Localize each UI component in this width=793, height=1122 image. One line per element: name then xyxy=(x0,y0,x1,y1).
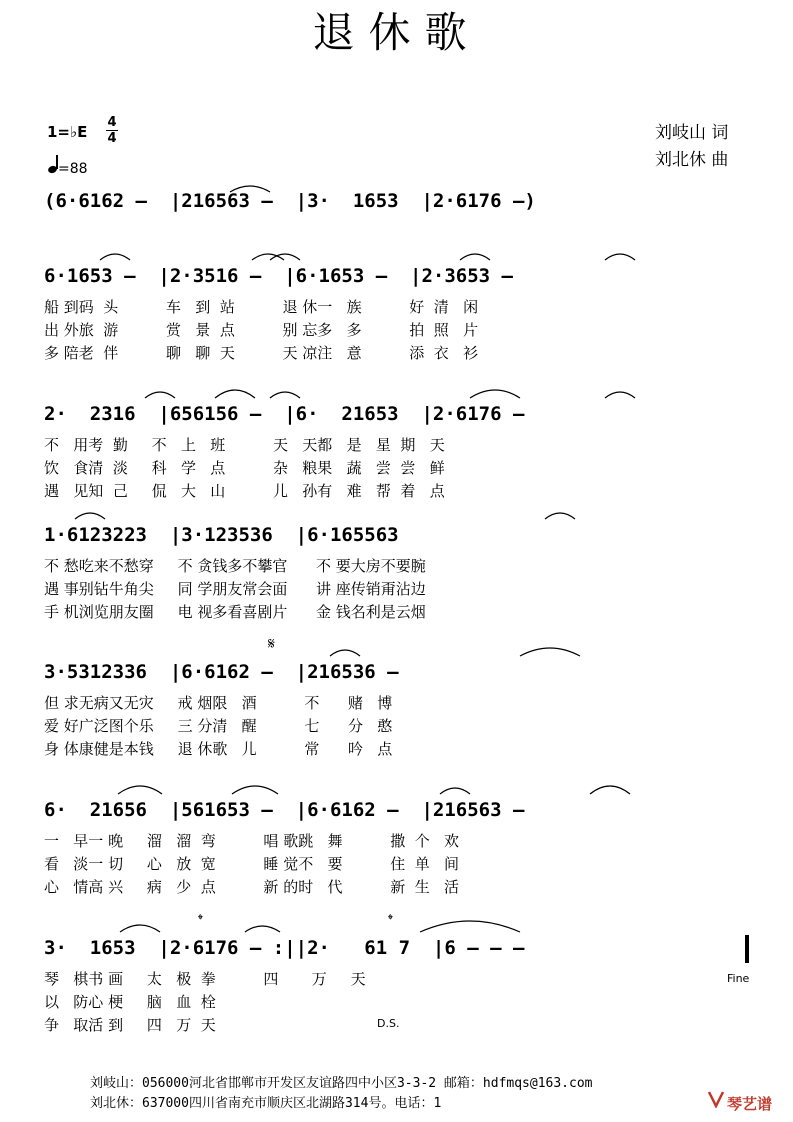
slur xyxy=(100,254,130,260)
slur xyxy=(245,926,280,932)
lyric-line: 但 求无病又无灾 戒 烟限 酒 不 赌 博 xyxy=(44,694,393,712)
slur xyxy=(270,392,300,398)
slur xyxy=(120,925,160,932)
lyric-line: 一 早一 晚 溜 溜 弯 唱 歌跳 舞 撒 个 欢 xyxy=(44,832,460,850)
slur xyxy=(460,254,490,260)
slur xyxy=(230,186,270,192)
slur xyxy=(605,392,635,398)
coda-mark: 𝄌 xyxy=(198,912,203,928)
slur xyxy=(75,513,105,519)
composer-credit: 刘北休 曲 xyxy=(655,150,729,170)
footer-composer-contact: 刘北休：637000四川省南充市顺庆区北湖路314号。电话：1 xyxy=(90,1096,442,1111)
lyric-line: 遇 事别钻牛角尖 同 学朋友常会面 讲 座传销甭沾边 xyxy=(44,580,426,598)
notation-line-7: 3· 1653 |2·6176 – :||2· 61 7 |6 – – – xyxy=(44,937,525,959)
slur xyxy=(545,513,575,519)
notation-line-2: 6·1653 – |2·3516 – |6·1653 – |2·3653 – xyxy=(44,265,513,287)
fine-mark: Fine xyxy=(727,972,750,985)
lyric-line: 争 取活 到 四 万 天 xyxy=(44,1016,216,1034)
lyric-line: 遇 见知 己 侃 大 山 儿 孙有 难 帮 着 点 xyxy=(44,482,445,500)
slur xyxy=(590,786,630,794)
segno-mark: 𝄋 xyxy=(268,634,275,653)
notation-line-4: 1·6123223 |3·123536 |6·165563 xyxy=(44,524,399,546)
slur xyxy=(330,650,360,656)
slur xyxy=(605,254,635,260)
lyric-line: 不 愁吃来不愁穿 不 贪钱多不攀官 不 要大房不要腕 xyxy=(44,557,426,575)
lyric-line: 爱 好广泛图个乐 三 分清 醒 七 分 憨 xyxy=(44,717,393,735)
slur xyxy=(470,390,520,398)
slur xyxy=(118,786,162,794)
lyric-line: 以 防心 梗 脑 血 栓 xyxy=(44,993,216,1011)
notation-line-intro: (6·6162 – |216563 – |3· 1653 |2·6176 –) xyxy=(44,190,536,212)
lyric-line: 心 情高 兴 病 少 点 新 的时 代 新 生 活 xyxy=(44,878,460,896)
notation-line-3: 2· 2316 |656156 – |6· 21653 |2·6176 – xyxy=(44,403,525,425)
footer-lyricist-contact: 刘岐山：056000河北省邯郸市开发区友谊路四中小区3-3-2 邮箱：hdfmqs@163.com xyxy=(90,1076,593,1091)
slur xyxy=(232,786,278,794)
slur xyxy=(440,788,470,794)
tempo-value: =88 xyxy=(58,161,88,177)
notation-line-6: 6· 21656 |561653 – |6·6162 – |216563 – xyxy=(44,799,525,821)
lyric-line: 身 体康健是本钱 退 休歌 儿 常 吟 点 xyxy=(44,740,393,758)
key-signature: 1=♭E xyxy=(47,123,88,141)
site-logo-icon xyxy=(707,1090,725,1108)
lyric-line: 饮 食清 淡 科 学 点 杂 粮果 蔬 尝 尝 鲜 xyxy=(44,459,445,477)
lyric-line: 琴 棋书 画 太 极 拳 四 万 天 xyxy=(44,970,366,988)
lyric-line: 手 机浏览朋友圈 电 视多看喜剧片 金 钱名利是云烟 xyxy=(44,603,426,621)
lyric-line: 不 用考 勤 不 上 班 天 天都 是 星 期 天 xyxy=(44,436,445,454)
page-title: 退休歌 xyxy=(312,8,481,57)
site-logo-text: 琴艺谱 xyxy=(727,1095,773,1113)
notation-line-5: 3·5312336 |6·6162 – |216536 – xyxy=(44,661,399,683)
time-sig-bottom: 4 xyxy=(107,131,117,146)
lyric-line: 看 淡一 切 心 放 宽 睡 觉不 要 住 单 间 xyxy=(44,855,460,873)
slur xyxy=(420,921,520,932)
slur xyxy=(520,648,580,656)
lyric-line: 多 陪老 伴 聊 聊 天 天 凉注 意 添 衣 衫 xyxy=(44,344,479,362)
ds-mark: D.S. xyxy=(377,1017,400,1030)
slur xyxy=(145,392,175,398)
coda-mark: 𝄌 xyxy=(388,912,393,928)
slur xyxy=(215,390,255,398)
lyric-line: 出 外旅 游 赏 景 点 别 忘多 多 拍 照 片 xyxy=(44,321,479,339)
lyric-line: 船 到码 头 车 到 站 退 休一 族 好 清 闲 xyxy=(44,298,479,316)
lyricist-credit: 刘岐山 词 xyxy=(655,123,729,143)
time-sig-top: 4 xyxy=(107,115,117,130)
